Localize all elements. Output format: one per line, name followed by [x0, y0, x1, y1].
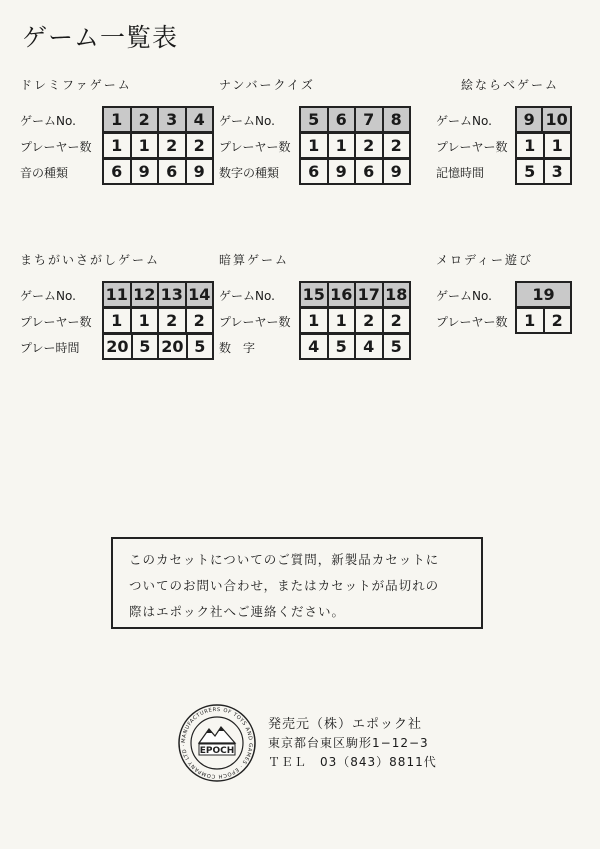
cell: 6 [103, 159, 131, 184]
row-label: プレーヤー数 [219, 140, 291, 154]
section-title: ドレミファゲーム [20, 78, 132, 92]
notice-line: ついてのお問い合わせ，またはカセットが品切れの [129, 578, 440, 593]
notice-line: このカセットについてのご質問，新製品カセットに [129, 552, 440, 567]
publisher-name: 発売元（株）エポック社 [268, 717, 423, 732]
cell: 1 [328, 308, 356, 333]
cell: 1 [103, 107, 131, 132]
row-label: ゲームNo. [20, 289, 76, 303]
cell: 2 [383, 133, 411, 158]
cell: 3 [544, 159, 572, 184]
row-label: ゲームNo. [219, 289, 275, 303]
cell: 1 [103, 308, 131, 333]
logo-ring-text: MANUFACTURERS OF TOYS AND GAMES · EPOCH COMPANY LTD · [180, 706, 254, 780]
row-game-no [219, 281, 419, 307]
cell: 1 [516, 133, 544, 158]
notice-line: 際はエポック社へご連絡ください。 [129, 604, 346, 619]
cell: 9 [328, 159, 356, 184]
page-title: ゲーム一覧表 [22, 23, 179, 52]
cell: 19 [516, 282, 571, 307]
row-third [20, 333, 220, 359]
cell: 2 [158, 133, 186, 158]
cell: 9 [131, 159, 159, 184]
cell: 13 [158, 282, 186, 307]
cell: 4 [186, 107, 214, 132]
cell: 5 [328, 334, 356, 359]
cell: 2 [383, 308, 411, 333]
row-label: プレー時間 [20, 341, 80, 355]
row-label: ゲームNo. [20, 114, 76, 128]
cell: 16 [328, 282, 356, 307]
contact-notice [111, 537, 483, 629]
cell: 2 [544, 308, 572, 333]
row-game-no [20, 281, 220, 307]
cell: 2 [355, 133, 383, 158]
cell: 1 [103, 133, 131, 158]
row-label: 音の種類 [20, 166, 69, 180]
cell: 17 [355, 282, 383, 307]
cell: 9 [383, 159, 411, 184]
cell: 6 [328, 107, 356, 132]
cell: 6 [300, 159, 328, 184]
row-third [20, 158, 220, 184]
cell: 4 [300, 334, 328, 359]
cell: 2 [158, 308, 186, 333]
row-game-no [436, 281, 586, 307]
section-title: ナンバークイズ [219, 78, 315, 92]
publisher-phone: ＴＥＬ 03（843）8811代 [268, 755, 437, 769]
row-label: プレーヤー数 [20, 315, 92, 329]
cell: 7 [355, 107, 383, 132]
row-label: プレーヤー数 [436, 140, 508, 154]
cell: 3 [158, 107, 186, 132]
row-label: 記憶時間 [436, 166, 485, 180]
section-picture-line [436, 76, 586, 196]
row-players [436, 132, 586, 158]
cell: 8 [383, 107, 411, 132]
cell: 5 [187, 334, 213, 359]
row-players [436, 307, 586, 333]
cell: 1 [328, 133, 356, 158]
cell: 18 [383, 282, 411, 307]
cell: 1 [131, 308, 159, 333]
epoch-logo [177, 703, 257, 783]
logo-center-text: EPOCH [199, 746, 235, 756]
row-game-no [436, 106, 586, 132]
cell: 6 [158, 159, 186, 184]
row-players [20, 132, 220, 158]
cell: 5 [300, 107, 328, 132]
section-title: メロディー遊び [436, 253, 534, 267]
section-number-quiz [219, 76, 419, 196]
mountain-logo-icon [199, 727, 235, 743]
row-game-no [219, 106, 419, 132]
section-title: 絵ならべゲーム [461, 78, 560, 92]
cell: 11 [103, 282, 131, 307]
row-label: 数字の種類 [219, 166, 280, 180]
cell: 20 [103, 334, 132, 359]
cell: 9 [186, 159, 214, 184]
cell: 6 [355, 159, 383, 184]
section-melody [436, 251, 586, 351]
cell: 20 [158, 334, 187, 359]
publisher-address: 東京都台東区駒形1−12−3 [268, 736, 429, 750]
cell: 2 [186, 133, 214, 158]
row-game-no [20, 106, 220, 132]
cell: 14 [186, 282, 214, 307]
section-title: まちがいさがしゲーム [20, 253, 161, 267]
row-players [219, 132, 419, 158]
row-label: プレーヤー数 [20, 140, 92, 154]
row-label: 数 字 [219, 341, 256, 355]
cell: 5 [516, 159, 544, 184]
cell: 1 [544, 133, 572, 158]
row-label: プレーヤー数 [219, 315, 291, 329]
cell: 1 [300, 133, 328, 158]
cell: 2 [131, 107, 159, 132]
cell: 5 [132, 334, 158, 359]
cell: 9 [516, 107, 542, 132]
cell: 15 [300, 282, 328, 307]
row-third [219, 333, 419, 359]
row-label: ゲームNo. [436, 289, 492, 303]
row-label: プレーヤー数 [436, 315, 508, 329]
row-third [219, 158, 419, 184]
cell: 10 [542, 107, 571, 132]
row-players [20, 307, 220, 333]
section-title: 暗算ゲーム [219, 253, 290, 267]
section-mental-math [219, 251, 419, 371]
cell: 5 [383, 334, 411, 359]
row-label: ゲームNo. [436, 114, 492, 128]
section-find-mistake [20, 251, 220, 371]
cell: 1 [131, 133, 159, 158]
section-doremifa [20, 76, 220, 196]
cell: 4 [355, 334, 383, 359]
cell: 2 [355, 308, 383, 333]
cell: 1 [516, 308, 544, 333]
cell: 2 [186, 308, 214, 333]
row-third [436, 158, 586, 184]
row-players [219, 307, 419, 333]
row-label: ゲームNo. [219, 114, 275, 128]
cell: 12 [131, 282, 159, 307]
cell: 1 [300, 308, 328, 333]
